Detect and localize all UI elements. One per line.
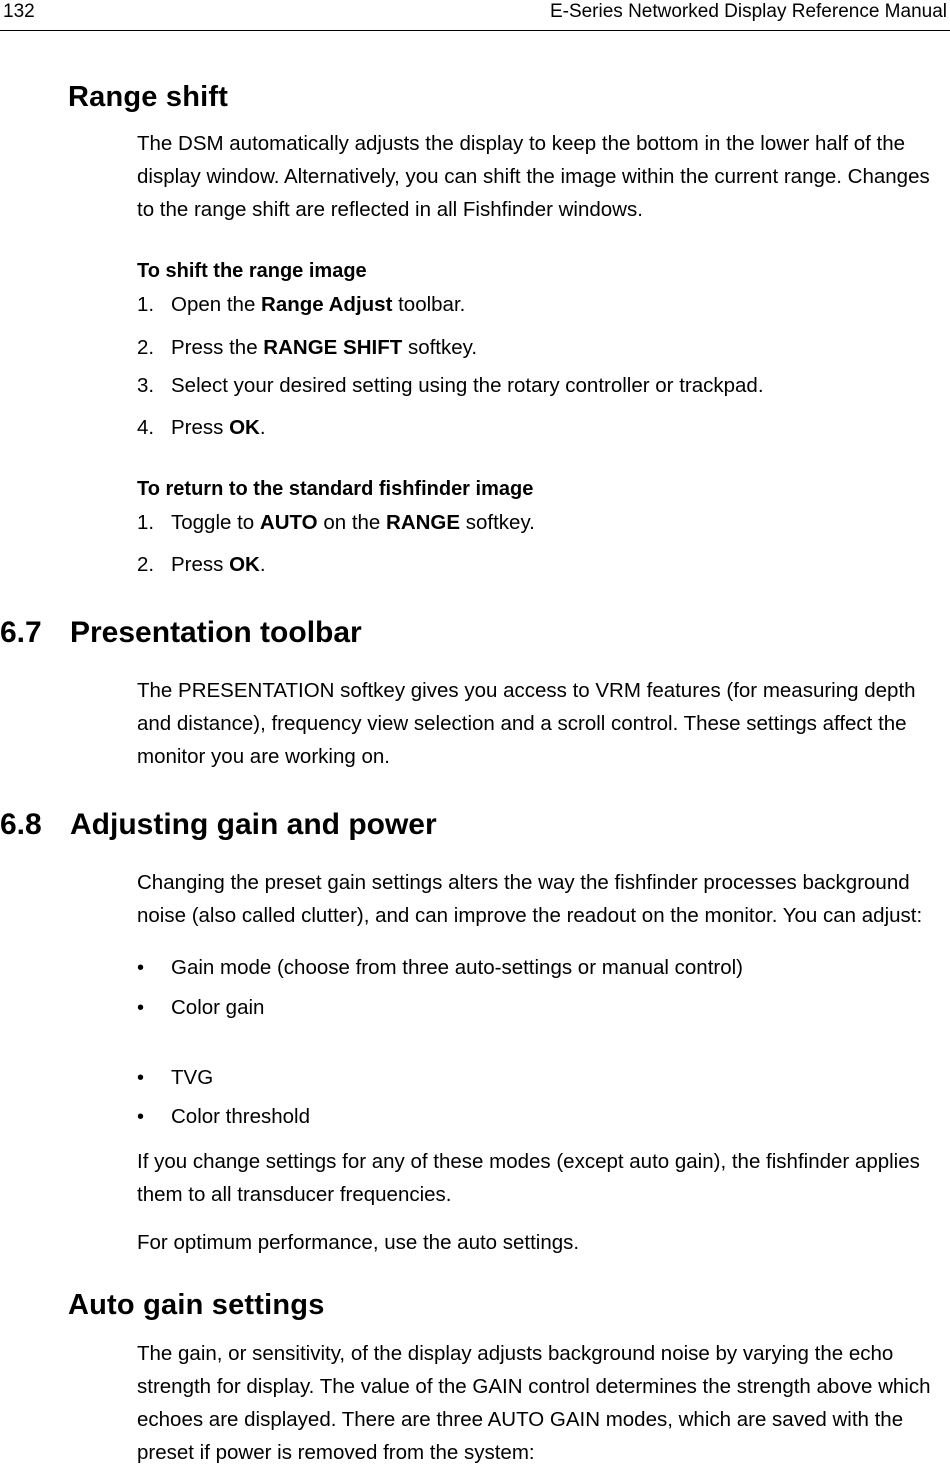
- step-text: .: [259, 416, 266, 439]
- step-number: 2.: [137, 336, 155, 359]
- section-title: Adjusting gain and power: [70, 808, 437, 841]
- step-bold-term: AUTO: [259, 511, 318, 534]
- section-number: 6.8: [0, 808, 42, 841]
- gain-power-intro: Changing the preset gain settings alters the way the fishfinder processes background noise (also called clutter), and can improve the readout on the monitor. You can adjust:: [137, 871, 923, 927]
- presentation-heading: [0, 616, 362, 650]
- page-header: [0, 0, 950, 31]
- step-bold-term: OK: [229, 416, 260, 439]
- gain-power-tip: For optimum performance, use the auto settings.: [137, 1231, 580, 1254]
- shift-step-1: [137, 292, 465, 318]
- step-bold-term: Range Adjust: [261, 293, 393, 316]
- return-procedure-title: To return to the standard fishfinder image: [137, 478, 534, 500]
- bullet-text: Color gain: [171, 996, 265, 1019]
- bullet-symbol: •: [137, 1067, 145, 1089]
- step-number: 2.: [137, 553, 155, 576]
- step-text: toolbar.: [392, 293, 466, 316]
- step-bold-term: OK: [229, 553, 260, 576]
- return-step-1: [137, 510, 535, 536]
- gain-power-heading: [0, 808, 437, 842]
- step-text: Press the: [171, 336, 264, 359]
- step-bold-term: RANGE SHIFT: [263, 336, 403, 359]
- step-text: on the: [317, 511, 387, 534]
- step-number: 3.: [137, 374, 155, 397]
- step-number: 4.: [137, 416, 155, 439]
- page-number: 132: [3, 1, 35, 22]
- bullet-item: [137, 1104, 310, 1130]
- range-shift-heading: Range shift: [68, 81, 229, 113]
- manual-title: E-Series Networked Display Reference Manual: [549, 1, 947, 22]
- bullet-item: [137, 955, 743, 981]
- step-bold-term: RANGE: [386, 511, 461, 534]
- auto-gain-body: The gain, or sensitivity, of the display adjusts background noise by varying the echo strength for display. The value of the GAIN control determines the strength above which echoes are displayed. There are three AUTO GAIN modes, which are saved with the preset if power is removed from the system:: [137, 1342, 931, 1464]
- bullet-item: [137, 1065, 213, 1091]
- step-text: Open the: [171, 293, 262, 316]
- shift-step-3: [137, 373, 764, 399]
- step-text: softkey.: [402, 336, 478, 359]
- section-title: Presentation toolbar: [70, 616, 362, 649]
- auto-gain-heading: Auto gain settings: [68, 1289, 325, 1321]
- bullet-item: [137, 995, 264, 1021]
- step-number: 1.: [137, 293, 155, 316]
- shift-step-4: [137, 415, 266, 441]
- bullet-symbol: •: [137, 957, 145, 979]
- step-number: 1.: [137, 511, 155, 534]
- bullet-text: Gain mode (choose from three auto-settings or manual control): [171, 956, 743, 979]
- step-text: Select your desired setting using the rotary controller or trackpad.: [171, 374, 764, 397]
- step-text: Toggle to: [171, 511, 260, 534]
- shift-procedure-title: To shift the range image: [137, 260, 367, 282]
- step-text: softkey.: [460, 511, 535, 534]
- section-number: 6.7: [0, 616, 42, 649]
- step-text: Press: [171, 553, 230, 576]
- bullet-symbol: •: [137, 1106, 145, 1128]
- presentation-body: The PRESENTATION softkey gives you access to VRM features (for measuring depth and distance), frequency view selection and a scroll control. These settings affect the monitor you are working on.: [137, 679, 916, 768]
- step-text: Press: [171, 416, 230, 439]
- range-shift-intro: The DSM automatically adjusts the display to keep the bottom in the lower half of the display window. Alternatively, you can shift the image within the current range. Changes to the range shift are reflected in all Fishfinder windows.: [137, 132, 930, 221]
- return-step-2: [137, 552, 266, 578]
- shift-step-2: [137, 335, 477, 361]
- step-text: .: [259, 553, 266, 576]
- bullet-text: Color threshold: [171, 1105, 311, 1128]
- bullet-symbol: •: [137, 997, 145, 1019]
- gain-power-note: If you change settings for any of these modes (except auto gain), the fishfinder applies them to all transducer frequencies.: [137, 1150, 920, 1206]
- bullet-text: TVG: [171, 1066, 214, 1089]
